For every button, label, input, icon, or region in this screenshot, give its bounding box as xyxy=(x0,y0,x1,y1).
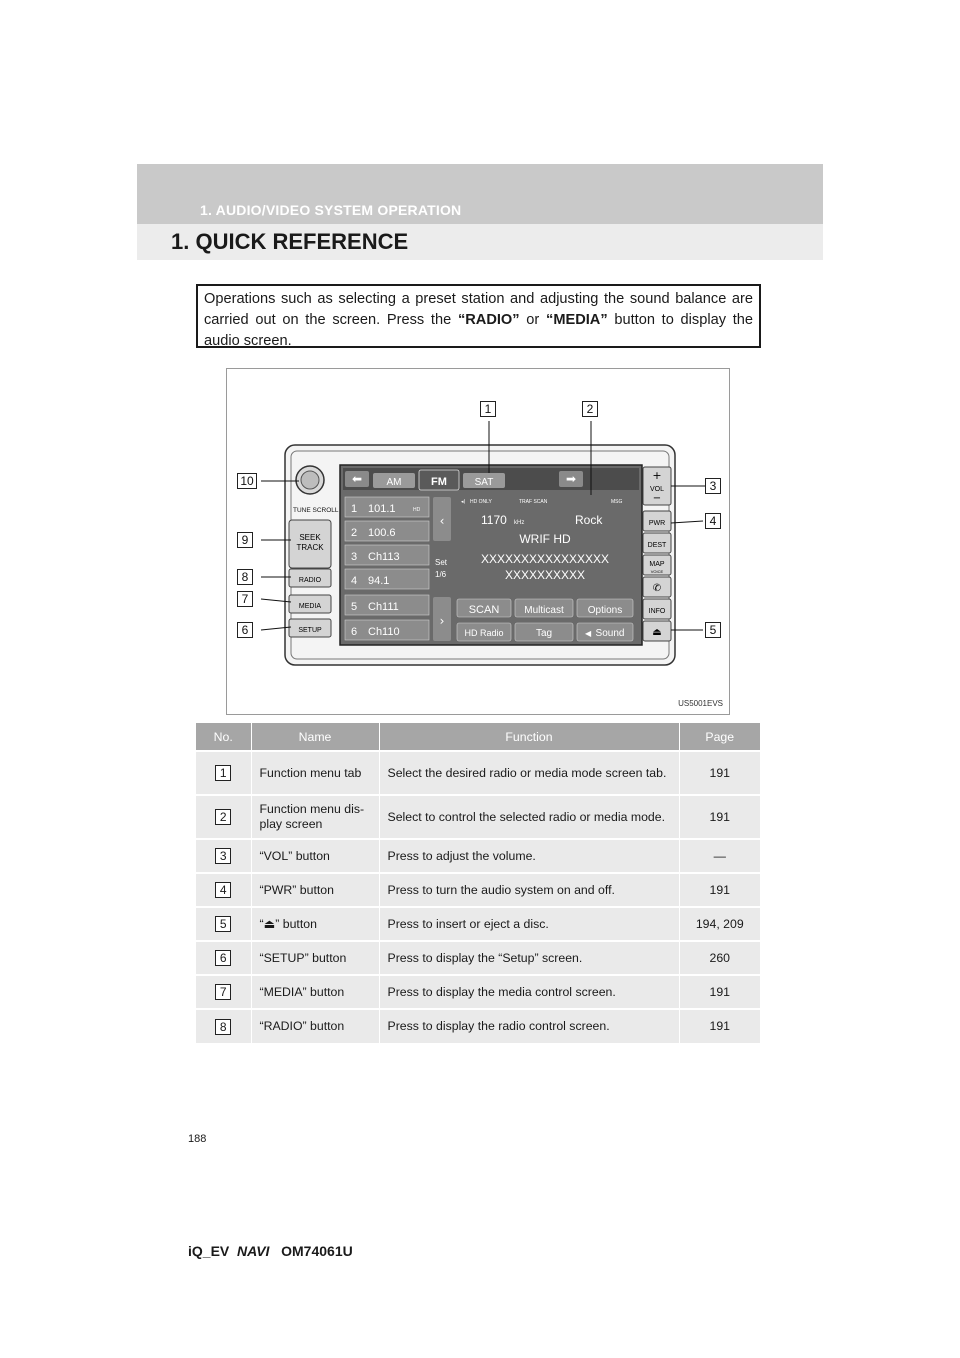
arrow-right-icon: ➡ xyxy=(565,472,577,486)
callout-7: 7 xyxy=(237,591,253,607)
row-name: Function menu tab xyxy=(251,751,379,795)
preset-1-hd-tag: HD xyxy=(413,507,421,513)
page-title: 1. QUICK REFERENCE xyxy=(171,229,409,254)
header-name: Name xyxy=(251,723,379,751)
tab-sat-label: SAT xyxy=(474,477,494,488)
vol-minus-label: − xyxy=(652,493,662,504)
preset-6-value: Ch110 xyxy=(368,626,400,638)
metadata-line-1: XXXXXXXXXXXXXXXX xyxy=(480,552,610,566)
row-function: Select the desired radio or media mode screen tab. xyxy=(379,751,679,795)
row-function: Press to display the “Setup” screen. xyxy=(379,941,679,975)
hd-only-status: HD ONLY xyxy=(470,499,492,505)
frequency-readout: 1170 xyxy=(481,513,507,527)
row-name-pre: “ xyxy=(259,916,264,931)
table-row xyxy=(196,941,760,975)
radio-label: RADIO xyxy=(298,577,322,584)
row-name: “PWR” button xyxy=(251,873,379,907)
row-page: 260 xyxy=(679,941,760,975)
tune-scroll-knob-center xyxy=(301,471,319,489)
tune-scroll-label: TUNE SCROLL xyxy=(293,507,339,514)
hd-radio-label: HD Radio xyxy=(464,628,504,638)
intro-text-1: Operations such as selecting a preset station and adjusting the sound balance are carried out on the screen. Press the xyxy=(204,291,753,328)
table-row xyxy=(196,795,760,839)
row-number-box: 7 xyxy=(215,984,231,1000)
table-row xyxy=(196,839,760,873)
row-function: Press to display the media control screen. xyxy=(379,975,679,1009)
tab-am-label: AM xyxy=(386,477,402,488)
footer-model: iQ_EV xyxy=(188,1243,230,1259)
tab-fm-label: FM xyxy=(431,476,447,488)
header-function: Function xyxy=(379,723,679,751)
genre-readout: Rock xyxy=(575,513,603,527)
msg-status: MSG xyxy=(611,499,623,505)
seek-label: SEEK xyxy=(299,533,321,542)
row-page: 191 xyxy=(679,975,760,1009)
dest-label: DEST xyxy=(647,542,667,549)
row-number-box: 8 xyxy=(215,1019,231,1035)
row-name: “MEDIA” button xyxy=(251,975,379,1009)
setup-label: SETUP xyxy=(298,627,322,634)
scan-label: SCAN xyxy=(468,604,500,616)
row-number-box: 5 xyxy=(215,916,231,932)
set-page: 1/6 xyxy=(435,570,447,579)
row-name: “RADIO” button xyxy=(251,1009,379,1043)
preset-2-num: 2 xyxy=(351,527,358,539)
preset-1-num: 1 xyxy=(351,503,358,515)
table-header-row xyxy=(196,723,760,751)
header-no: No. xyxy=(196,723,251,751)
row-page: 194, 209 xyxy=(679,907,760,941)
callout-5: 5 xyxy=(705,622,721,638)
intro-text-or: or xyxy=(519,312,547,328)
preset-6-num: 6 xyxy=(351,626,358,638)
sound-label: Sound xyxy=(595,628,625,639)
intro-radio-label: “RADIO” xyxy=(457,312,520,328)
chevron-right-icon: › xyxy=(439,614,445,628)
row-number-box: 4 xyxy=(215,882,231,898)
preset-5-value: Ch111 xyxy=(368,601,399,613)
callout-6: 6 xyxy=(237,622,253,638)
eject-icon: ⏏ xyxy=(263,916,276,931)
section-title: 1. AUDIO/VIDEO SYSTEM OPERATION xyxy=(200,202,462,218)
reference-table xyxy=(196,723,760,1043)
callout-9: 9 xyxy=(237,532,253,548)
pwr-label: PWR xyxy=(648,520,666,527)
preset-4-value: 94.1 xyxy=(368,575,390,587)
callout-4: 4 xyxy=(705,513,721,529)
head-unit-figure xyxy=(226,368,730,715)
row-name: “SETUP” button xyxy=(251,941,379,975)
callout-3: 3 xyxy=(705,478,721,494)
row-function: Press to turn the audio system on and off. xyxy=(379,873,679,907)
page-number: 188 xyxy=(188,1133,207,1145)
table-row xyxy=(196,907,760,941)
multicast-label: Multicast xyxy=(524,605,564,616)
speaker-status-icon: ◂) xyxy=(461,499,466,505)
options-label: Options xyxy=(587,605,623,616)
callout-8: 8 xyxy=(237,569,253,585)
row-number-box: 3 xyxy=(215,848,231,864)
footer xyxy=(188,1243,353,1259)
footer-code: OM74061U xyxy=(281,1243,353,1259)
row-page: — xyxy=(679,839,760,873)
table-row xyxy=(196,873,760,907)
row-page: 191 xyxy=(679,1009,760,1043)
metadata-line-2: XXXXXXXXXX xyxy=(504,568,586,582)
row-number-box: 6 xyxy=(215,950,231,966)
intro-box xyxy=(196,284,761,348)
section-header-band xyxy=(137,164,823,224)
footer-navi: NAVI xyxy=(237,1243,270,1259)
preset-3-num: 3 xyxy=(351,551,358,563)
eject-icon: ⏏ xyxy=(652,627,662,638)
track-label: TRACK xyxy=(296,543,324,552)
row-function: Press to insert or eject a disc. xyxy=(379,907,679,941)
voice-label: VOICE xyxy=(650,569,664,574)
set-label: Set xyxy=(435,558,448,567)
callout-2: 2 xyxy=(582,401,598,417)
row-function: Press to display the radio control screen. xyxy=(379,1009,679,1043)
frequency-unit: kHz xyxy=(514,520,525,526)
row-number-box: 1 xyxy=(215,765,231,781)
chevron-left-icon: ‹ xyxy=(439,514,445,528)
preset-4-num: 4 xyxy=(351,575,358,587)
row-page: 191 xyxy=(679,751,760,795)
tag-label: Tag xyxy=(535,628,553,639)
row-name xyxy=(251,907,379,941)
row-page: 191 xyxy=(679,873,760,907)
figure-code: US5001EVS xyxy=(678,699,723,708)
speaker-icon: ◀ xyxy=(585,629,592,638)
row-name: “VOL” button xyxy=(251,839,379,873)
preset-2-value: 100.6 xyxy=(368,527,396,539)
traf-scan-status: TRAF SCAN xyxy=(519,499,548,505)
callout-1: 1 xyxy=(480,401,496,417)
map-label: MAP xyxy=(649,561,665,568)
preset-1-value: 101.1 xyxy=(368,503,396,515)
media-label: MEDIA xyxy=(298,603,322,610)
row-number-box: 2 xyxy=(215,809,231,825)
info-label: INFO xyxy=(648,608,666,615)
head-unit-illustration xyxy=(227,369,731,716)
table-row xyxy=(196,1009,760,1043)
row-page: 191 xyxy=(679,795,760,839)
row-function: Press to adjust the volume. xyxy=(379,839,679,873)
callout-10: 10 xyxy=(237,473,257,489)
vol-label: VOL xyxy=(649,486,665,493)
row-name-post: ” button xyxy=(275,916,317,931)
row-name: Function menu dis-play screen xyxy=(251,795,379,839)
intro-text-2: button to display the audio screen. xyxy=(204,312,754,349)
intro-media-label: “MEDIA” xyxy=(546,312,608,328)
phone-icon: ✆ xyxy=(652,583,662,594)
table-row xyxy=(196,751,760,795)
page-title-band xyxy=(137,224,823,260)
vol-plus-label: + xyxy=(652,469,662,482)
row-function: Select to control the selected radio or media mode. xyxy=(379,795,679,839)
preset-3-value: Ch113 xyxy=(368,551,400,563)
arrow-left-icon: ⬅ xyxy=(351,472,363,486)
station-name: WRIF HD xyxy=(519,532,571,546)
preset-5-num: 5 xyxy=(351,601,358,613)
header-page: Page xyxy=(679,723,760,751)
table-row xyxy=(196,975,760,1009)
